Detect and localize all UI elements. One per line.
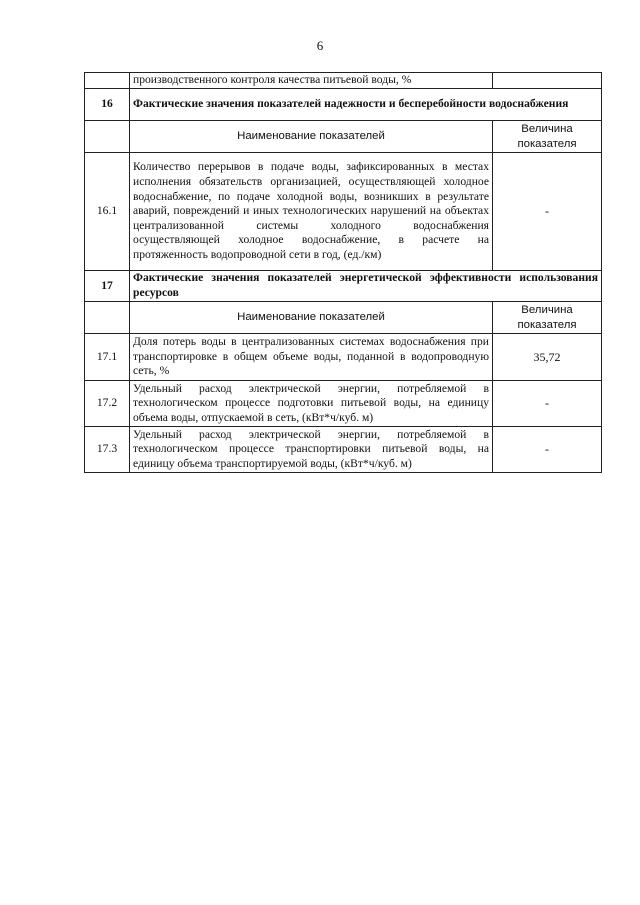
table-header-row (85, 121, 602, 153)
indicators-table (84, 72, 602, 473)
section-row (85, 271, 602, 302)
indicator-name: производственного контроля качества питьевой воды, % (130, 73, 493, 89)
indicator-value: - (493, 381, 602, 427)
row-number (85, 73, 130, 89)
indicator-value: - (493, 153, 602, 271)
section-title: Фактические значения показателей надежности и бесперебойности водоснабжения (130, 89, 602, 121)
section-row (85, 89, 602, 121)
header-number-cell (85, 302, 130, 334)
header-name: Наименование показателей (130, 121, 493, 153)
indicator-name: Удельный расход электрической энергии, потребляемой в технологическом процессе транспортировки питьевой воды, на единицу объема транспортируемой воды, (кВт*ч/куб. м) (130, 427, 493, 473)
row-number: 16.1 (85, 153, 130, 271)
header-number-cell (85, 121, 130, 153)
table-row (85, 153, 602, 271)
row-number: 17.1 (85, 334, 130, 381)
header-name: Наименование показателей (130, 302, 493, 334)
table-row (85, 73, 602, 89)
table-row (85, 334, 602, 381)
header-value: Величина показателя (493, 121, 602, 153)
section-number: 16 (85, 89, 130, 121)
header-value: Величина показателя (493, 302, 602, 334)
page-number: 6 (316, 38, 324, 53)
indicator-value: 35,72 (493, 334, 602, 381)
row-number: 17.2 (85, 381, 130, 427)
table-header-row (85, 302, 602, 334)
indicator-name: Количество перерывов в подаче воды, зафиксированных в местах исполнения обязательств организацией, осуществляющей холодное водоснабжение, по подаче холодной воды, возникших в результате аварий, повреждений и иных технологических нарушений на объектах централизованной системы холодного водоснабжения осуществляющей холодное водоснабжение, в расчете на протяженность водопроводной сети в год, (ед./км) (130, 153, 493, 271)
table-row (85, 381, 602, 427)
section-title: Фактические значения показателей энергетической эффективности использования ресурсов (130, 271, 602, 302)
row-number: 17.3 (85, 427, 130, 473)
indicator-name: Удельный расход электрической энергии, потребляемой в технологическом процессе подготовки питьевой воды, на единицу объема воды, отпускаемой в сеть, (кВт*ч/куб. м) (130, 381, 493, 427)
section-number: 17 (85, 271, 130, 302)
indicator-value: - (493, 427, 602, 473)
indicator-value (493, 73, 602, 89)
table-row (85, 427, 602, 473)
indicator-name: Доля потерь воды в централизованных системах водоснабжения при транспортировке в общем объеме воды, поданной в водопроводную сеть, % (130, 334, 493, 381)
